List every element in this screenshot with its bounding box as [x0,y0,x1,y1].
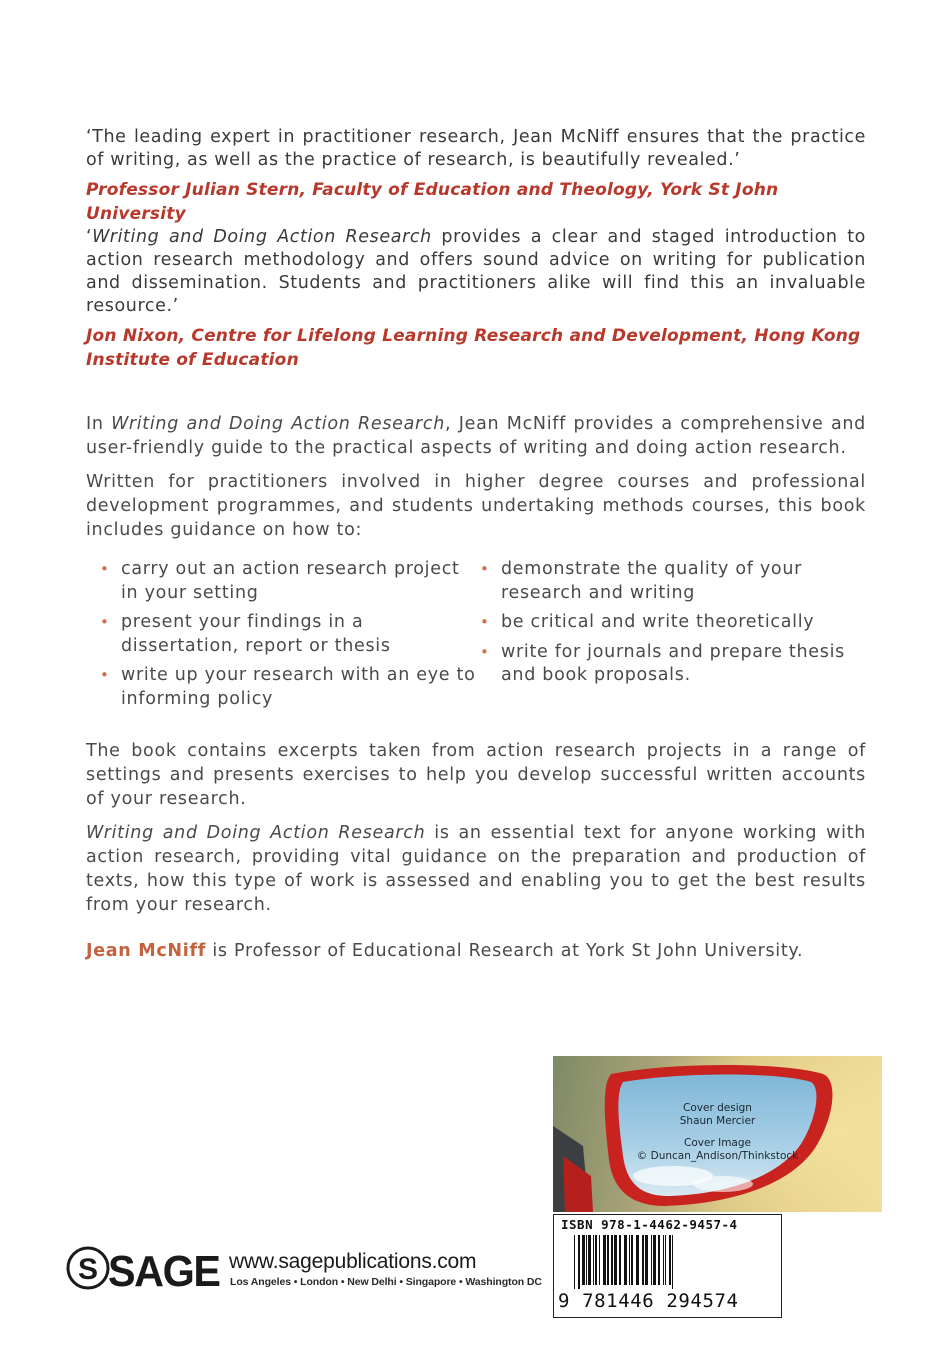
isbn-label: ISBN 978-1-4462-9457-4 [561,1217,738,1232]
intro-paragraph: In Writing and Doing Action Research, Jean McNiff provides a comprehensive and user-friendly guide to the practical aspects of writing and doing action research. [86,414,866,458]
book-title-italic: Writing and Doing Action Research [111,414,446,434]
essential-paragraph: Writing and Doing Action Research is an essential text for anyone working with action research, providing vital guidance on the preparation and production of texts, how this type of work is assessed and enabling you to get the best results from your research. [86,823,866,915]
bullet-icon: • [480,613,490,631]
barcode-bar [651,1235,652,1285]
description-bottom [86,739,866,963]
cover-design-label: Cover design [683,1102,752,1114]
barcode-bar [663,1235,664,1285]
barcode-bar [642,1235,644,1285]
bullet-icon: • [480,560,490,578]
description-top [86,412,866,542]
list-item: • write for journals and prepare thesis and book proposals. [480,641,845,685]
author-name: Jean McNiff [86,941,207,961]
list-item: • carry out an action research project in your setting [100,559,460,603]
barcode-bar [665,1235,666,1285]
barcode-bar [631,1235,633,1285]
barcode-bar [653,1235,656,1285]
barcode-bars [574,1235,769,1289]
barcode-bar [599,1235,600,1285]
barcode-bar [582,1235,585,1285]
list-item: • demonstrate the quality of your research and writing [480,559,802,603]
endorsement-1 [86,126,866,226]
sage-logo-icon [66,1246,110,1290]
list-item: • write up your research with an eye to informing policy [100,665,476,709]
publisher-website[interactable]: www.sagepublications.com [229,1250,477,1273]
barcode-bar [593,1235,594,1285]
book-title-italic: Writing and Doing Action Research [92,227,432,247]
barcode-bar [611,1235,613,1285]
barcode-bar [578,1235,580,1289]
barcode-bar [574,1235,575,1289]
barcode-bar [595,1235,597,1285]
endorsement-1-attribution: Professor Julian Stern, Faculty of Education and Theology, York St John University [86,180,779,224]
barcode-bar [669,1235,671,1285]
barcode-bar [636,1235,639,1285]
publisher-cities: Los Angeles • London • New Delhi • Singapore • Washington DC [230,1276,542,1288]
endorsement-1-text: ‘The leading expert in practitioner research, Jean McNiff ensures that the practice of writing, as well as the practice of research, is beautifully revealed.’ [86,127,866,170]
bullet-icon: • [480,642,490,661]
contents-paragraph: The book contains excerpts taken from action research projects in a range of settings and presents exercises to help you develop successful written accounts of your research. [86,741,866,809]
barcode-bar [645,1235,648,1285]
barcode-number: 9 781446 294574 [558,1290,739,1312]
cover-image-credit: © Duncan_Andison/Thinkstock [636,1150,799,1162]
bullet-icon: • [100,666,110,684]
bullet-icon: • [100,560,110,578]
barcode-bar [672,1235,673,1289]
book-title-italic: Writing and Doing Action Research [86,823,426,843]
barcode-bar [629,1235,630,1285]
cover-designer: Shaun Mercier [679,1115,756,1127]
audience-paragraph: Written for practitioners involved in higher degree courses and professional development programmes, and students undertaking methods courses, this book includes guidance on how to: [86,472,866,540]
guidance-list-left [100,558,480,717]
svg-text:S: S [77,1253,99,1286]
bullet-icon: • [100,613,110,631]
guidance-list-right [480,558,860,717]
list-item: • be critical and write theoretically [480,611,860,635]
endorsement-2 [86,226,866,372]
list-item: • present your findings in a dissertation, report or thesis [100,612,391,656]
author-bio: Jean McNiff is Professor of Educational Research at York St John University. [86,941,804,961]
endorsement-2-text: ‘Writing and Doing Action Research provides a clear and staged introduction to action research methodology and offers sound advice on writing for publication and dissemination. Students and practitioners alike will find this an invaluable resource.’ [86,227,866,316]
endorsement-2-attribution: Jon Nixon, Centre for Lifelong Learning Research and Development, Hong Kong Institute of Education [86,326,861,370]
barcode-bar [588,1235,591,1285]
guidance-list [100,558,860,717]
barcode-bar [603,1235,606,1285]
barcode-bar [624,1235,627,1285]
cover-image-label: Cover Image [684,1137,751,1149]
cover-image [553,1056,882,1212]
barcode [553,1214,782,1318]
barcode-bar [619,1235,621,1285]
sage-logo-text: SAGE [108,1247,220,1296]
barcode-bar [607,1235,609,1285]
barcode-bar [658,1235,660,1285]
car-mirror-icon [553,1056,882,1212]
barcode-bar [586,1235,587,1285]
barcode-bar [614,1235,617,1285]
